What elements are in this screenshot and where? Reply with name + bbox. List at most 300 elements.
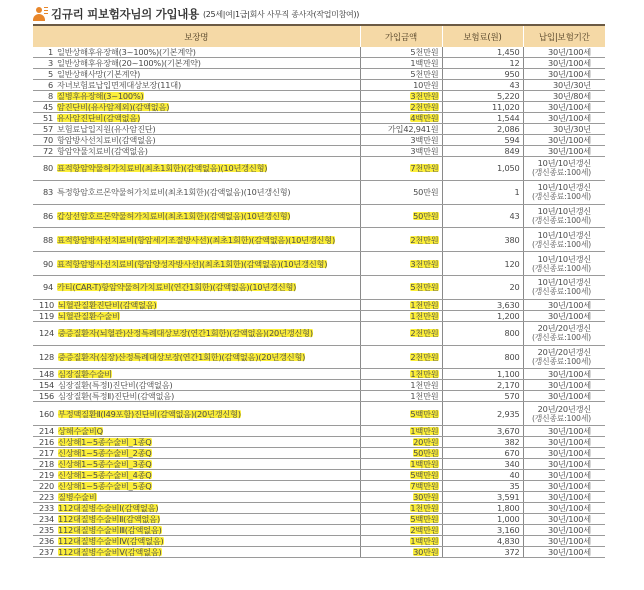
coverage-name: 질병후유장해(3~100%) (57, 91, 144, 101)
table-row (33, 536, 605, 547)
table-header-row (33, 25, 605, 47)
period-cell (523, 146, 605, 157)
coverage-amount: 5천만원 (410, 69, 439, 79)
payment-period: 30년/30년 (552, 124, 591, 134)
premium-cell: 40 (442, 470, 523, 481)
premium-cell: 594 (442, 135, 523, 146)
coverage-name-cell (33, 380, 360, 391)
payment-period: 30년/100세 (547, 481, 591, 492)
premium-cell: 20 (442, 275, 523, 299)
premium-cell: 5,220 (442, 91, 523, 102)
payment-period: 30년/100세 (547, 492, 591, 503)
coverage-name: 일반상해후유장해(20~100%)(기본계약) (57, 58, 201, 68)
coverage-code: 6 (47, 80, 53, 90)
coverage-name: 일반상해사망(기본계약) (57, 69, 141, 79)
payment-period: 30년/100세 (547, 448, 591, 459)
coverage-code: 90 (42, 258, 53, 269)
coverage-code: 128 (39, 351, 55, 362)
coverage-amount: 2천만원 (410, 328, 439, 339)
payment-period: 20년/20년갱신 (537, 346, 591, 357)
amount-cell (360, 437, 442, 448)
coverage-name: 뇌혈관질환수술비 (58, 310, 120, 321)
coverage-code: 214 (39, 426, 55, 437)
payment-period: 30년/100세 (547, 470, 591, 481)
renewal-end: (갱신종료:100세) (531, 263, 591, 273)
coverage-name: 표적항암방사선치료비(항암양성자방사선)(최초1회한)(감액없음)(10년갱신형) (57, 258, 328, 269)
coverage-name: 암진단비(유사암제외)(감액없음) (57, 102, 170, 112)
premium-cell: 43 (442, 204, 523, 228)
coverage-amount: 7천만원 (410, 163, 439, 174)
period-cell (523, 228, 605, 252)
coverage-name-cell (33, 113, 360, 124)
period-cell (523, 102, 605, 113)
renewal-end: (갱신종료:100세) (531, 356, 591, 366)
table-row (33, 426, 605, 437)
coverage-amount: 1천만원 (410, 299, 439, 310)
coverage-code: 70 (42, 135, 53, 145)
amount-cell (360, 470, 442, 481)
premium-cell: 3,591 (442, 492, 523, 503)
coverage-name: 항암방사선치료비(감액없음) (57, 135, 156, 145)
coverage-name: 항암약물치료비(감액없음) (57, 146, 148, 156)
payment-period: 30년/100세 (547, 380, 591, 391)
premium-cell: 340 (442, 459, 523, 470)
coverage-name: 심장질환수술비 (58, 369, 112, 380)
table-row (33, 91, 605, 102)
table-row (33, 525, 605, 536)
amount-cell (360, 180, 442, 204)
table-row (33, 310, 605, 321)
period-cell (523, 402, 605, 426)
payment-period: 10년/10년갱신 (537, 158, 591, 169)
amount-cell (360, 113, 442, 124)
coverage-amount: 2백만원 (410, 525, 439, 536)
table-row (33, 275, 605, 299)
amount-cell (360, 391, 442, 402)
table-row (33, 503, 605, 514)
coverage-amount: 1천만원 (410, 503, 439, 514)
coverage-code: 8 (47, 91, 53, 101)
coverage-name-cell (33, 69, 360, 80)
coverage-amount: 10만원 (413, 80, 439, 90)
amount-cell (360, 481, 442, 492)
period-cell (523, 69, 605, 80)
period-cell (523, 514, 605, 525)
coverage-amount: 7백만원 (410, 481, 439, 492)
coverage-amount: 1백만원 (410, 426, 439, 437)
table-row (33, 380, 605, 391)
premium-cell: 1,100 (442, 369, 523, 380)
premium-cell: 3,160 (442, 525, 523, 536)
payment-period: 30년/100세 (547, 146, 591, 156)
payment-period: 20년/20년갱신 (537, 323, 591, 334)
coverage-code: 86 (42, 210, 53, 221)
period-cell (523, 459, 605, 470)
amount-cell (360, 369, 442, 380)
coverage-amount: 1백만원 (410, 536, 439, 547)
coverage-code: 237 (39, 547, 55, 558)
period-cell (523, 58, 605, 69)
coverage-name: 특정항암호르몬약물허가치료비(최초1회한)(감액없음)(10년갱신형) (57, 187, 291, 198)
amount-cell (360, 310, 442, 321)
coverage-name: 보험료납입지원(유사암진단) (57, 124, 156, 134)
coverage-code: 160 (39, 408, 55, 419)
coverage-amount: 2천만원 (410, 102, 439, 112)
coverage-code: 51 (42, 113, 53, 123)
table-row (33, 80, 605, 91)
coverage-amount: 30만원 (413, 492, 439, 503)
period-cell (523, 321, 605, 345)
coverage-name-cell (33, 299, 360, 310)
coverage-amount: 5천만원 (410, 47, 439, 57)
coverage-name-cell (33, 228, 360, 252)
coverage-amount: 4백만원 (410, 113, 439, 123)
coverage-code: 3 (47, 58, 53, 68)
amount-cell (360, 157, 442, 181)
coverage-code: 124 (39, 328, 55, 339)
period-cell (523, 345, 605, 369)
period-cell (523, 481, 605, 492)
coverage-name: 신상해1~5종수술비_3종Q (58, 459, 152, 470)
coverage-code: 218 (39, 459, 55, 470)
insured-info: (25세|여|1급|회사 사무직 종사자(작업미참여)) (202, 9, 360, 19)
coverage-amount: 3천만원 (410, 91, 439, 101)
period-cell (523, 448, 605, 459)
coverage-name-cell (33, 345, 360, 369)
coverage-amount: 1백만원 (410, 58, 439, 68)
coverage-amount: 3백만원 (410, 135, 439, 145)
table-row (33, 437, 605, 448)
period-cell (523, 492, 605, 503)
premium-cell: 11,020 (442, 102, 523, 113)
coverage-name: 부정맥질환Ⅱ(I49포함)진단비(감액없음)(20년갱신형) (58, 408, 241, 419)
premium-cell: 2,935 (442, 402, 523, 426)
column-header-amount: 가입금액 (360, 25, 442, 47)
premium-cell: 670 (442, 448, 523, 459)
table-row (33, 514, 605, 525)
table-row (33, 47, 605, 58)
period-cell (523, 157, 605, 181)
payment-period: 30년/100세 (547, 437, 591, 448)
table-row (33, 448, 605, 459)
period-cell (523, 525, 605, 536)
coverage-amount: 5백만원 (410, 408, 439, 419)
period-cell (523, 310, 605, 321)
coverage-name-cell (33, 146, 360, 157)
coverage-name-cell (33, 321, 360, 345)
table-row (33, 391, 605, 402)
coverage-code: 154 (39, 380, 55, 391)
coverage-name-cell (33, 470, 360, 481)
coverage-name-cell (33, 310, 360, 321)
amount-cell (360, 536, 442, 547)
premium-cell: 950 (442, 69, 523, 80)
coverage-name-cell (33, 102, 360, 113)
period-cell (523, 180, 605, 204)
coverage-name: 중증질환자(뇌혈관)산정특례대상보장(연간1회한)(감액없음)(20년갱신형) (58, 328, 313, 339)
amount-cell (360, 135, 442, 146)
amount-cell (360, 124, 442, 135)
period-cell (523, 536, 605, 547)
table-row (33, 69, 605, 80)
renewal-end: (갱신종료:100세) (531, 413, 591, 423)
payment-period: 30년/100세 (547, 536, 591, 547)
payment-period: 10년/10년갱신 (537, 253, 591, 264)
table-row (33, 113, 605, 124)
coverage-name: 표적항암방사선치료비(항암세기조절방사선)(최초1회한)(감액없음)(10년갱신형) (57, 234, 335, 245)
amount-cell (360, 299, 442, 310)
coverage-rows (33, 47, 605, 558)
coverage-name-cell (33, 275, 360, 299)
premium-cell: 12 (442, 58, 523, 69)
premium-cell: 849 (442, 146, 523, 157)
table-row (33, 481, 605, 492)
amount-cell (360, 402, 442, 426)
coverage-amount: 5백만원 (410, 470, 439, 481)
period-cell (523, 380, 605, 391)
period-cell (523, 547, 605, 558)
amount-cell (360, 345, 442, 369)
coverage-name: 112대질병수술비Ⅲ(감액없음) (58, 525, 162, 536)
amount-cell (360, 459, 442, 470)
coverage-name: 카티(CAR-T)항암약물허가치료비(연간1회한)(감액없음)(10년갱신형) (57, 282, 297, 293)
table-row (33, 402, 605, 426)
page-title-bar (33, 6, 359, 22)
payment-period: 10년/10년갱신 (537, 205, 591, 216)
amount-cell (360, 525, 442, 536)
premium-cell: 800 (442, 345, 523, 369)
coverage-name-cell (33, 492, 360, 503)
payment-period: 10년/10년갱신 (537, 182, 591, 193)
period-cell (523, 252, 605, 276)
coverage-name-cell (33, 58, 360, 69)
coverage-amount: 50만원 (413, 448, 439, 459)
payment-period: 30년/100세 (547, 514, 591, 525)
table-row (33, 124, 605, 135)
coverage-code: 119 (39, 310, 55, 321)
premium-cell: 1,450 (442, 47, 523, 58)
coverage-code: 156 (39, 391, 55, 402)
coverage-code: 219 (39, 470, 55, 481)
premium-cell: 1,050 (442, 157, 523, 181)
payment-period: 30년/100세 (547, 459, 591, 470)
payment-period: 20년/20년갱신 (537, 403, 591, 414)
payment-period: 10년/10년갱신 (537, 229, 591, 240)
premium-cell: 800 (442, 321, 523, 345)
renewal-end: (갱신종료:100세) (531, 239, 591, 249)
coverage-amount: 1백만원 (410, 459, 439, 470)
amount-cell (360, 204, 442, 228)
coverage-name-cell (33, 525, 360, 536)
coverage-amount: 20만원 (413, 437, 439, 448)
premium-cell: 1 (442, 180, 523, 204)
table-row (33, 135, 605, 146)
coverage-table (33, 24, 605, 558)
coverage-amount: 30만원 (413, 547, 439, 558)
payment-period: 30년/80세 (552, 91, 591, 101)
table-row (33, 459, 605, 470)
table-row (33, 102, 605, 113)
coverage-name-cell (33, 402, 360, 426)
column-header-premium: 보험료(원) (442, 25, 523, 47)
premium-cell: 4,830 (442, 536, 523, 547)
amount-cell (360, 146, 442, 157)
premium-cell: 3,670 (442, 426, 523, 437)
coverage-name: 질병수술비 (58, 492, 97, 503)
payment-period: 30년/100세 (547, 69, 591, 79)
coverage-amount: 3천만원 (410, 258, 439, 269)
coverage-code: 148 (39, 369, 55, 380)
coverage-amount: 1천만원 (410, 380, 439, 391)
premium-cell: 43 (442, 80, 523, 91)
coverage-name-cell (33, 80, 360, 91)
coverage-code: 5 (47, 69, 53, 79)
coverage-name-cell (33, 437, 360, 448)
period-cell (523, 299, 605, 310)
premium-cell: 382 (442, 437, 523, 448)
coverage-amount: 1천만원 (410, 310, 439, 321)
renewal-end: (갱신종료:100세) (531, 192, 591, 202)
coverage-code: 110 (39, 299, 55, 310)
coverage-name-cell (33, 459, 360, 470)
coverage-name-cell (33, 252, 360, 276)
coverage-name: 112대질병수술비Ⅴ(감액없음) (58, 547, 162, 558)
payment-period: 30년/100세 (547, 299, 591, 310)
renewal-end: (갱신종료:100세) (531, 168, 591, 178)
renewal-end: (갱신종료:100세) (531, 215, 591, 225)
coverage-name-cell (33, 547, 360, 558)
coverage-code: 220 (39, 481, 55, 492)
period-cell (523, 47, 605, 58)
payment-period: 30년/100세 (547, 58, 591, 68)
coverage-amount: 가입42,941원 (387, 124, 439, 134)
premium-cell: 1,544 (442, 113, 523, 124)
amount-cell (360, 47, 442, 58)
payment-period: 30년/100세 (547, 525, 591, 536)
payment-period: 10년/10년갱신 (537, 277, 591, 288)
coverage-code: 234 (39, 514, 55, 525)
coverage-name-cell (33, 536, 360, 547)
table-row (33, 157, 605, 181)
coverage-name: 112대질병수술비Ⅳ(감액없음) (58, 536, 164, 547)
renewal-end: (갱신종료:100세) (531, 287, 591, 297)
premium-cell: 1,200 (442, 310, 523, 321)
table-row (33, 204, 605, 228)
premium-cell: 380 (442, 228, 523, 252)
coverage-name-cell (33, 180, 360, 204)
coverage-code: 233 (39, 503, 55, 514)
coverage-name: 중증질환자(심장)산정특례대상보장(연간1회한)(감액없음)(20년갱신형) (58, 351, 306, 362)
coverage-name: 상해수술비Q (58, 426, 103, 437)
premium-cell: 3,630 (442, 299, 523, 310)
period-cell (523, 503, 605, 514)
table-row (33, 228, 605, 252)
payment-period: 30년/100세 (547, 47, 591, 57)
coverage-name: 자녀보험료납입면제대상보장(11대) (57, 80, 181, 90)
period-cell (523, 135, 605, 146)
payment-period: 30년/100세 (547, 369, 591, 380)
amount-cell (360, 547, 442, 558)
coverage-name: 신상해1~5종수술비_1종Q (58, 437, 152, 448)
payment-period: 30년/100세 (547, 391, 591, 402)
coverage-amount: 2천만원 (410, 351, 439, 362)
coverage-code: 94 (42, 282, 53, 293)
premium-cell: 120 (442, 252, 523, 276)
page-title: 김규리 피보험자님의 가입내용 (51, 7, 199, 21)
coverage-code: 223 (39, 492, 55, 503)
coverage-name: 신상해1~5종수술비_2종Q (58, 448, 152, 459)
period-cell (523, 113, 605, 124)
coverage-amount: 1천만원 (410, 391, 439, 402)
coverage-name-cell (33, 503, 360, 514)
table-row (33, 492, 605, 503)
amount-cell (360, 448, 442, 459)
table-row (33, 252, 605, 276)
coverage-name-cell (33, 369, 360, 380)
coverage-amount: 2천만원 (410, 234, 439, 245)
period-cell (523, 204, 605, 228)
coverage-amount: 50만원 (413, 210, 439, 221)
table-row (33, 180, 605, 204)
coverage-code: 235 (39, 525, 55, 536)
amount-cell (360, 321, 442, 345)
coverage-name: 표적항암약물허가치료비(최초1회한)(감액없음)(10년갱신형) (57, 163, 268, 174)
coverage-name: 112대질병수술비Ⅰ(감액없음) (58, 503, 159, 514)
payment-period: 30년/100세 (547, 113, 591, 123)
amount-cell (360, 80, 442, 91)
premium-cell: 1,800 (442, 503, 523, 514)
coverage-name: 일반상해후유장해(3~100%)(기본계약) (57, 47, 196, 57)
period-cell (523, 275, 605, 299)
coverage-amount: 5백만원 (410, 514, 439, 525)
coverage-name-cell (33, 124, 360, 135)
coverage-name: 유사암진단비(감액없음) (57, 113, 141, 123)
coverage-name-cell (33, 157, 360, 181)
coverage-name-cell (33, 47, 360, 58)
premium-cell: 2,086 (442, 124, 523, 135)
coverage-name-cell (33, 135, 360, 146)
coverage-name: 뇌혈관질환진단비(감액없음) (58, 299, 157, 310)
coverage-code: 88 (42, 234, 53, 245)
payment-period: 30년/100세 (547, 503, 591, 514)
coverage-code: 216 (39, 437, 55, 448)
coverage-name: 심장질환(특정Ⅰ)진단비(감액없음) (58, 380, 173, 391)
amount-cell (360, 492, 442, 503)
coverage-name-cell (33, 391, 360, 402)
person-list-icon (33, 7, 47, 21)
period-cell (523, 426, 605, 437)
coverage-name: 신상해1~5종수술비_5종Q (58, 481, 152, 492)
coverage-name-cell (33, 448, 360, 459)
column-header-coverage: 보장명 (33, 25, 360, 47)
amount-cell (360, 275, 442, 299)
coverage-amount: 5천만원 (410, 282, 439, 293)
coverage-name-cell (33, 426, 360, 437)
amount-cell (360, 503, 442, 514)
coverage-name-cell (33, 204, 360, 228)
table-row (33, 321, 605, 345)
period-cell (523, 437, 605, 448)
payment-period: 30년/100세 (547, 102, 591, 112)
amount-cell (360, 252, 442, 276)
coverage-code: 45 (42, 102, 53, 112)
table-row (33, 58, 605, 69)
coverage-amount: 1천만원 (410, 369, 439, 380)
table-row (33, 299, 605, 310)
table-row (33, 547, 605, 558)
premium-cell: 2,170 (442, 380, 523, 391)
column-header-period: 납입|보험기간 (523, 25, 605, 47)
